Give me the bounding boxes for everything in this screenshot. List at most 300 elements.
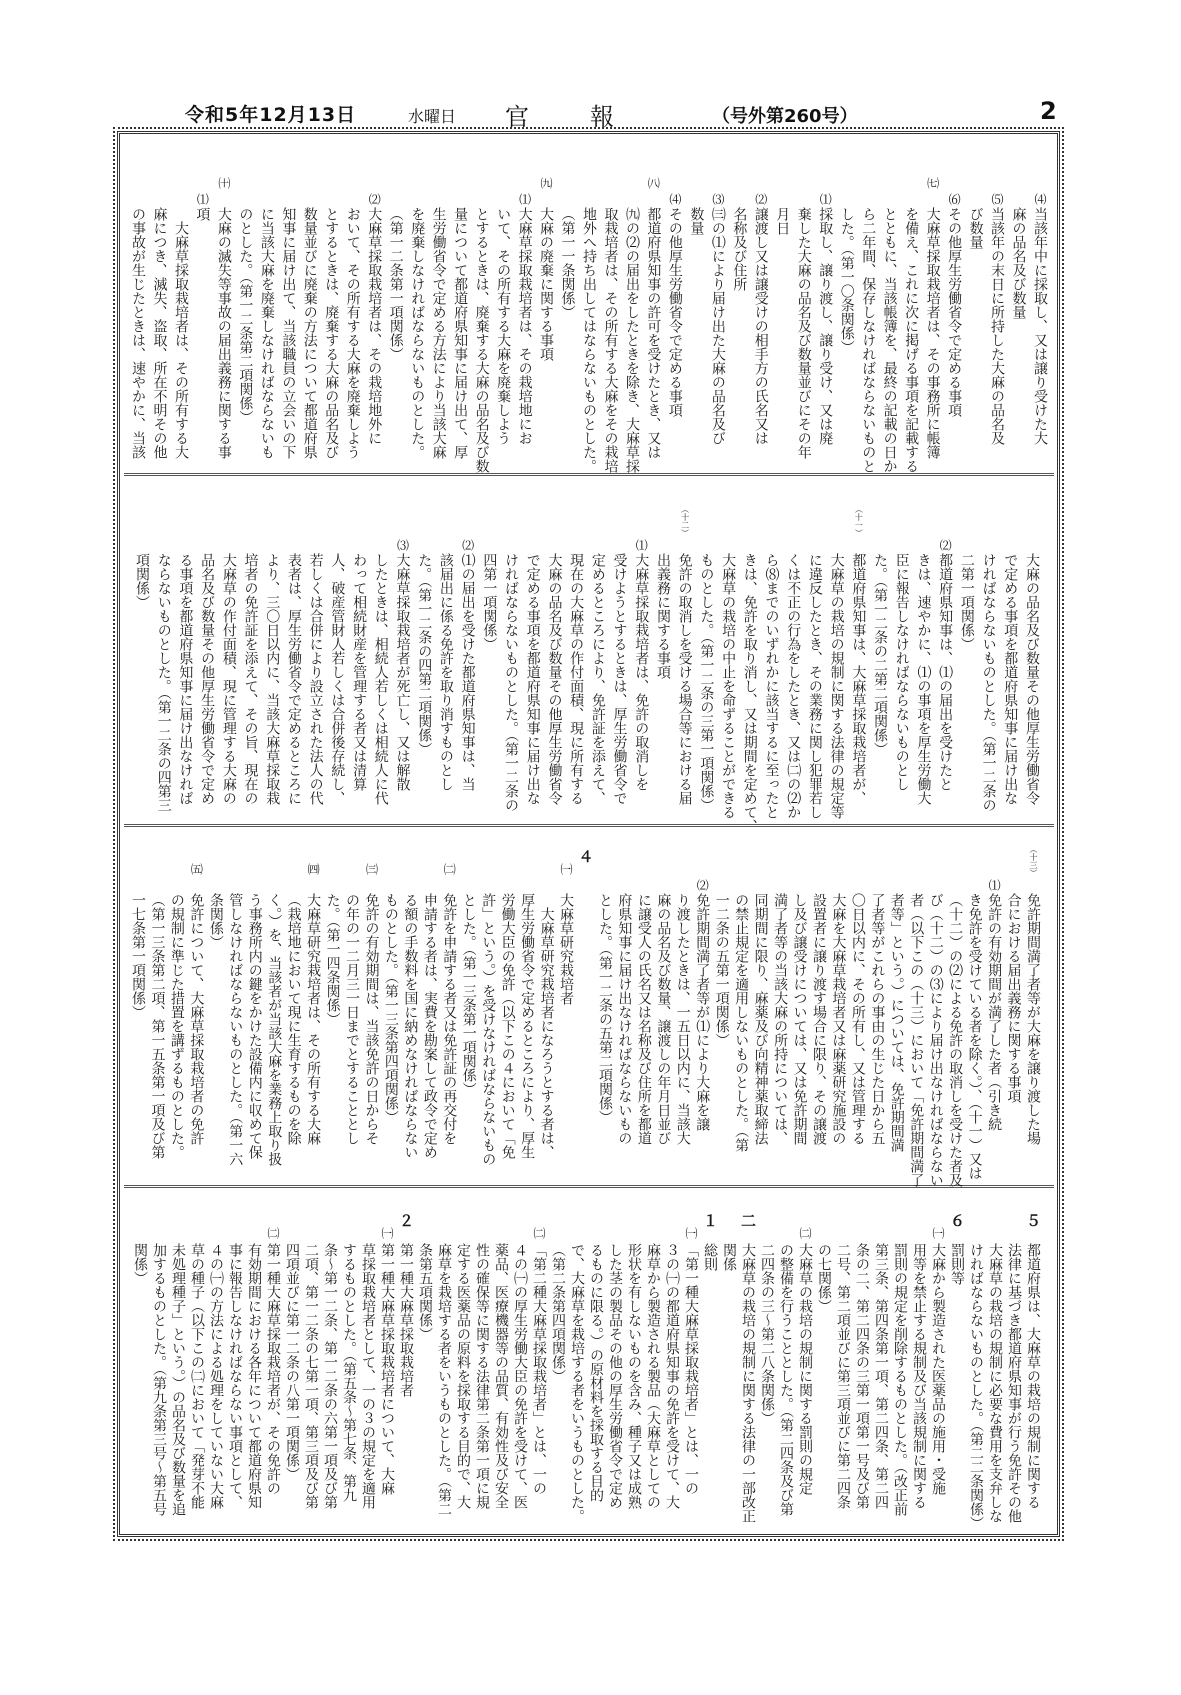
column-text: 大麻草採取栽培者は、その栽培地外に [366, 207, 383, 445]
text-column [280, 207, 296, 459]
column-text: 条第五項関係） [417, 1243, 433, 1341]
column-text: 免許期間満了者等が大麻を譲り渡した場 [1025, 893, 1041, 1145]
text-column [550, 1243, 566, 1383]
text-column [860, 207, 876, 473]
text-column [474, 207, 490, 473]
column-text: の整備を行うこととした。（第二四条及び第 [778, 1243, 794, 1516]
column-text: ければならないものとした。（第二二条関係） [968, 1243, 984, 1530]
text-column [344, 893, 360, 1145]
column-text: 条の二、第二四条の三第一項第一号及び第 [854, 1243, 870, 1509]
item-number-marker: ⑹ [947, 193, 962, 205]
column-text: 都道府県知事は、大麻草採取栽培者が、 [850, 553, 867, 805]
text-column [664, 1243, 680, 1509]
text-column [360, 1243, 376, 1509]
column-text: の事故が生じたときは、速やかに、当該 [130, 207, 146, 459]
text-column [481, 553, 497, 651]
text-column [286, 553, 302, 805]
column-text: （栽培地において現に生育するものを除 [285, 893, 302, 1145]
item-number-marker: （十一） [854, 505, 864, 537]
column-text: 月日 [774, 207, 791, 235]
item-number-marker: ⑴ [517, 193, 532, 205]
text-column [323, 207, 339, 459]
item-number-marker: ⑵ [695, 879, 710, 891]
text-column [169, 893, 185, 1159]
text-column [796, 207, 812, 459]
text-column [645, 1243, 661, 1509]
gazette-title-2: 報 [590, 103, 614, 131]
text-column [397, 1213, 415, 1397]
text-column [739, 1213, 757, 1523]
text-column [452, 207, 468, 459]
column-text: ければならないものとした。（第一二条の [980, 553, 997, 812]
text-column [246, 1243, 262, 1509]
text-column [987, 1243, 1003, 1523]
column-text: 一二条の五第一項関係） [713, 893, 730, 1047]
text-column [607, 1243, 623, 1509]
text-column [363, 863, 380, 1145]
text-column [911, 1243, 927, 1509]
text-column [1024, 1213, 1042, 1509]
item-number-marker: ⑶ [710, 193, 725, 205]
item-number-marker: ⑵ [460, 539, 475, 551]
text-column [817, 193, 834, 445]
text-column [132, 1243, 148, 1285]
text-column [247, 893, 263, 1159]
column-text: 免許の取消しを受ける場合等における届 [676, 553, 693, 805]
text-column [436, 1243, 452, 1516]
column-text: 草採取栽培者として、一の３の規定を適用 [360, 1243, 376, 1509]
text-column [259, 207, 275, 459]
column-text: 大麻を大麻草栽培者又は麻薬研究施設の [830, 893, 847, 1145]
column-text: きは、速やかに、⑴の事項を厚生労働大 [915, 553, 932, 805]
column-text: 条関係） [207, 893, 224, 949]
text-column [366, 193, 383, 445]
column-text: 免許期間満了者等が⑴により大麻を譲 [694, 893, 711, 1131]
text-column [422, 893, 438, 1159]
text-column [835, 1243, 851, 1509]
item-number-marker: ⑸ [990, 193, 1005, 205]
item-number-marker: ㈡ [442, 863, 457, 875]
text-column [968, 1243, 984, 1530]
text-column [709, 193, 726, 445]
item-number-marker: ５ [1024, 1213, 1042, 1228]
column-text: 大麻草研究栽培者は、その所有する大麻 [305, 893, 322, 1145]
text-column [173, 207, 189, 459]
column-text: の七関係） [816, 1243, 832, 1313]
column-text: 大麻草の作付面積、現に管理する大麻の [220, 553, 237, 805]
text-column [676, 505, 693, 805]
text-column [683, 1227, 699, 1495]
text-column [645, 177, 662, 459]
text-column [130, 207, 146, 459]
column-text: 採取し、譲り渡し、譲り受け、又は廃 [817, 207, 834, 445]
item-number-marker: ⑴ [818, 193, 833, 205]
text-column [266, 893, 282, 1166]
column-text: 「第二種大麻草採取栽培者」とは、一の [531, 1243, 547, 1495]
text-column [597, 893, 613, 1124]
text-column [873, 1243, 889, 1509]
text-column [797, 1227, 813, 1495]
text-column [959, 553, 975, 651]
text-column [500, 893, 516, 1159]
item-number-marker: ⑴ [195, 193, 210, 205]
text-column [188, 863, 205, 1145]
column-text: た。（第一四条関係） [324, 893, 341, 1026]
text-column [341, 1243, 357, 1502]
column-text: した。（第一〇条関係） [838, 207, 855, 354]
text-column [441, 863, 458, 1145]
item-number-marker: ６ [948, 1213, 966, 1228]
column-text: きは、免許を取り消し、又は期間を定めて、 [741, 553, 758, 833]
column-text: き免許を受けている者を除く。）、（十一）又は [966, 893, 983, 1180]
column-text: 一七条第一項関係） [130, 893, 146, 1019]
column-text: るものに限る。）の原材料を採取する目的 [588, 1243, 604, 1502]
text-column [720, 553, 736, 819]
text-column [937, 539, 954, 791]
column-text: の禁止規定を適用しないものとした。（第 [733, 893, 750, 1152]
text-column [854, 1243, 870, 1509]
column-text: 名称及び住所 [731, 207, 748, 291]
column-text: するものとした。（第五条～第七条、第九 [341, 1243, 357, 1502]
column-text: 臣に報告しなければならないものとし [893, 553, 910, 791]
text-column [590, 553, 606, 805]
column-text: 知事に届け出て、当該職員の立会いの下 [280, 207, 297, 459]
text-column [516, 193, 533, 445]
text-column [379, 1227, 395, 1495]
text-column [383, 893, 399, 1124]
column-text: 定めるところにより、免許証を添えて、 [589, 553, 606, 805]
column-text: 形状を有しないものを含み、種子又は成熟 [626, 1243, 642, 1509]
text-column [480, 893, 496, 1166]
text-column [1011, 207, 1027, 319]
item-number-marker: ⑵ [938, 539, 953, 551]
column-text: 労働大臣の免許（以下この４において「免 [499, 893, 516, 1159]
text-column [624, 207, 640, 473]
column-text: 定する医薬品の原料を採取する目的で、大 [455, 1243, 471, 1509]
column-text: 満了者等の当該大麻の所持については、 [772, 893, 789, 1145]
column-text: に違反したとき、その業務に関し犯罪若し [806, 553, 823, 819]
text-column [811, 893, 827, 1145]
column-text: に当該大麻を廃棄しなければならないも [258, 207, 275, 459]
text-column [872, 553, 888, 756]
text-column [286, 893, 302, 1145]
column-text: 人、破産管財人若しくは合併後存続し、 [329, 553, 346, 805]
text-column [655, 893, 671, 1145]
item-number-marker: ㈠ [931, 1227, 945, 1239]
text-column [753, 893, 769, 1145]
column-text: ３の㈠の都道府県知事の免許を受けて、大 [664, 1243, 680, 1509]
item-number-marker: ４ [576, 849, 595, 864]
text-column [714, 893, 730, 1047]
text-column [569, 1243, 585, 1523]
text-column [633, 539, 650, 791]
text-column [986, 879, 1003, 1131]
column-text: 第一種大麻草採取栽培者について、大麻 [379, 1243, 395, 1495]
column-text: 府県知事に届け出なければならないもの [616, 893, 633, 1145]
text-column [345, 207, 361, 459]
text-column [602, 207, 618, 473]
column-text: 大麻草採取栽培者は、免許の取消しを [633, 553, 650, 791]
column-text: し及び譲受けについては、又は免許期間 [791, 893, 808, 1145]
column-text: ４の㈠の方法による処理をしていない大麻 [208, 1243, 224, 1509]
text-column [1006, 1243, 1022, 1523]
text-column [546, 553, 562, 805]
column-text: 管しなければならないものとした。（第一六 [227, 893, 244, 1166]
column-text: 麻の品名及び数量 [1010, 207, 1027, 319]
column-text: ⑴の届出を受けた都道府県知事は、当 [459, 553, 476, 791]
text-column [892, 1243, 908, 1516]
item-number-marker: （十二） [680, 505, 690, 537]
column-text: 者等」という。）については、免許期間満 [888, 893, 905, 1152]
column-text: 免許について、大麻草採取栽培者の免許 [188, 893, 205, 1145]
item-number-marker: ㈡ [532, 1227, 546, 1239]
text-column [227, 893, 243, 1166]
column-text: 棄した大麻の品名及び数量並びにその年 [795, 207, 812, 459]
column-text: 条～第一二条、第一二条の六第一項及び第 [322, 1243, 338, 1509]
text-column [924, 177, 941, 459]
column-text: 罰則の規定を削除するものとした。（改正前 [892, 1243, 908, 1516]
text-column [416, 553, 432, 756]
text-column [402, 893, 418, 1159]
column-text: び（十二）の⑶により届け出なければならない [927, 893, 944, 1187]
text-column [1002, 553, 1018, 805]
item-number-marker: （十三） [1029, 845, 1038, 877]
item-number-marker: ㈠ [380, 1227, 394, 1239]
text-column [264, 553, 280, 805]
text-column [675, 893, 691, 1145]
column-text: 免許を申請する者又は免許証の再交付を [441, 893, 458, 1145]
column-text: 大麻から製造された医薬品の施用・受施 [930, 1243, 946, 1495]
text-column [850, 893, 866, 1145]
band-divider [124, 473, 1054, 476]
column-text: 受けようとするときは、厚生労働省令で [611, 553, 628, 805]
column-text: ものとした。（第一三条第四項関係） [382, 893, 399, 1124]
item-number-marker: 二 [739, 1213, 757, 1228]
column-text: 数量 [688, 207, 705, 235]
text-column [701, 1213, 719, 1271]
column-text: ならないものとした。（第一二条の四第三 [155, 553, 172, 812]
text-column [149, 893, 165, 1159]
text-column [199, 553, 215, 805]
column-text: 数量並びに廃棄の方法について都道府県 [301, 207, 318, 459]
text-column [503, 553, 519, 812]
column-text: （第一二条第一項関係） [387, 207, 404, 361]
column-text: 大麻の滅失等事故の届出義務に関する事 [215, 207, 232, 459]
text-column [915, 553, 931, 805]
text-column [839, 207, 855, 354]
column-text: 項関係） [134, 553, 150, 609]
text-column [461, 893, 477, 1096]
column-text: とするときは、廃棄する大麻の品名及び [323, 207, 340, 459]
item-number-marker: ⑵ [753, 193, 768, 205]
column-text: 同期間に限り、麻薬及び向精神薬取締法 [752, 893, 769, 1145]
text-column [989, 193, 1006, 445]
column-text: 免許の有効期間が満了した者（引き続 [986, 893, 1003, 1131]
column-text: た。（第一二条の二第二項関係） [872, 553, 889, 756]
text-column [538, 177, 555, 361]
column-text: 大麻草研究栽培者になろうとする者は、 [538, 893, 555, 1159]
text-column [721, 1243, 737, 1271]
column-text: （十二）の⑵による免許の取消しを受けた者及 [947, 893, 964, 1187]
text-column [373, 553, 389, 805]
column-text: した茎の製品その他の厚生労働省令で定め [607, 1243, 623, 1509]
column-text: ければならないものとした。（第一二条の [503, 553, 520, 812]
text-column [208, 1243, 224, 1509]
column-text: う事務所内の鍵をかけた設備内に収めて保 [246, 893, 263, 1159]
text-column [189, 1243, 205, 1509]
column-text: 大麻草採取栽培者は、その所有する大 [172, 207, 189, 459]
column-text: 第一種大麻草採取栽培者 [398, 1243, 414, 1397]
text-column [581, 207, 597, 473]
column-text: ㈨の⑵の届出をしたときを除き、大麻草採 [623, 207, 640, 473]
column-text: 麻の品名及び数量、譲渡しの年月日並び [655, 893, 672, 1145]
text-column [889, 893, 905, 1152]
text-column [194, 193, 211, 221]
column-text: 大麻草の栽培の規制に関する罰則の規定 [797, 1243, 813, 1495]
item-number-marker: ㈩ [216, 177, 231, 189]
issue-date: 令和5年12月13日 [185, 104, 357, 126]
column-text: 四第一項関係） [481, 553, 498, 651]
text-column [284, 1243, 300, 1481]
item-number-marker: ㈡ [798, 1227, 812, 1239]
text-column [455, 1243, 471, 1509]
item-number-marker: ２ [397, 1213, 415, 1228]
column-text: 了者等がこれらの事由の生じた日から五 [869, 893, 886, 1145]
column-text: とするときは、廃棄する大麻の品名及び数 [473, 207, 490, 473]
column-text: より、三〇日以内に、当該大麻草採取栽 [264, 553, 281, 805]
page-number: 2 [1040, 97, 1057, 125]
column-text: 麻草から製造される製品（大麻草としての [645, 1243, 661, 1509]
column-text: とともに、当該帳簿を、最終の記載の日か [881, 207, 898, 473]
column-text: とした。（第一二条の五第二項関係） [596, 893, 613, 1124]
text-column [237, 207, 253, 424]
text-column [227, 1243, 243, 1509]
column-text: ものとした。（第一二条の三第一項関係） [698, 553, 715, 812]
column-text: 草の種子（以下この㈡において「発芽不能 [189, 1243, 205, 1509]
text-column [302, 207, 318, 459]
text-column [785, 553, 801, 819]
text-column [568, 553, 584, 805]
item-number-marker: ⑶ [395, 539, 410, 551]
column-text: 二号、第二項並びに第三項並びに第二四条 [835, 1243, 851, 1509]
column-text: 大麻草の栽培の規制に必要な費用を支弁しな [987, 1243, 1003, 1523]
text-column [325, 893, 341, 1026]
text-column [1024, 553, 1040, 805]
column-text: で定める事項を都道府県知事に届け出な [524, 553, 541, 805]
column-text: 二四条の三～第二八条関係） [759, 1243, 775, 1425]
column-text: 大麻草の栽培の中止を命ずることができる [720, 553, 737, 819]
text-column [177, 553, 193, 805]
text-column [512, 1243, 528, 1509]
item-number-marker: ⑷ [667, 193, 682, 205]
column-text: 地外へ持ち出してはならないものとした。 [581, 207, 597, 473]
column-text: 麻につき、滅失、盗取、所在不明その他 [151, 207, 168, 459]
item-number-marker: ㈢ [364, 863, 379, 875]
item-number-marker: ㈠ [684, 1227, 698, 1239]
text-column [731, 207, 747, 291]
text-column [474, 1243, 490, 1509]
text-column [772, 893, 788, 1145]
text-column [156, 553, 172, 812]
item-number-marker: ⑴ [987, 879, 1002, 891]
column-text: 大麻草採取栽培者が死亡し、又は解散 [394, 553, 411, 791]
text-column [531, 1227, 547, 1495]
text-column [752, 193, 769, 445]
column-text: 出義務に関する事項 [654, 553, 671, 679]
column-text: （第一一条関係） [559, 207, 576, 319]
text-column [558, 863, 575, 1005]
text-column [1032, 193, 1048, 445]
text-column [151, 1243, 167, 1516]
column-text: 大麻草の栽培の規制に関する法律の一部改正 [740, 1243, 756, 1523]
column-text: 第一種大麻草採取栽培者が、その免許の [265, 1243, 281, 1495]
column-text: た。（第一二条の四第二項関係） [416, 553, 433, 756]
text-column [830, 893, 846, 1145]
column-text: （第二条第四項関係） [550, 1243, 566, 1383]
weekday: 水曜日 [408, 107, 457, 126]
item-number-marker: ㈡ [266, 1227, 280, 1239]
text-column [626, 1243, 642, 1509]
text-column [666, 193, 683, 417]
column-text: 都道府県知事の許可を受けたとき、又は [645, 207, 662, 459]
text-column [560, 207, 576, 319]
text-column [539, 893, 555, 1159]
text-column [351, 553, 367, 791]
column-text: 薬品、医療機器等の品質、有効性及び安全 [493, 1243, 509, 1509]
column-text: 設置者に譲り渡す場合に限り、その譲渡 [810, 893, 827, 1145]
text-column [431, 207, 447, 459]
column-text: くは不正の行為をしたとき、又は㈡の⑵か [785, 553, 802, 819]
text-column [612, 553, 628, 805]
column-text: を廃棄しなければならないものとした。 [409, 207, 426, 459]
column-text: 有効期間における各年について都道府県知 [246, 1243, 262, 1509]
text-column [930, 1227, 946, 1495]
column-text: ４の㈠の厚生労働大臣の免許を受けて、医 [512, 1243, 528, 1509]
item-number-marker: ⑵ [367, 193, 382, 205]
text-column [322, 1243, 338, 1509]
text-column [908, 893, 924, 1187]
column-text: 量について都道府県知事に届け出て、厚 [452, 207, 469, 459]
column-text: く。）を、当該者が当該大麻を業務上取り扱 [266, 893, 283, 1166]
column-text: の年の一二月三一日までとすることとし [344, 893, 361, 1145]
text-column [394, 539, 411, 791]
text-column [778, 1243, 794, 1516]
text-column [698, 553, 714, 812]
column-text: 生労働省令で定める方法により当該大麻 [430, 207, 447, 459]
text-column [733, 893, 749, 1152]
text-column [946, 193, 963, 417]
text-column [792, 893, 808, 1145]
item-number-marker: ㈧ [646, 177, 661, 189]
column-text: ら⑻までのいずれかに該当するに至ったと [763, 553, 780, 819]
text-column [948, 1213, 966, 1285]
text-column [417, 1243, 433, 1341]
column-text: その他厚生労働省令で定める事項 [666, 207, 683, 417]
text-column [151, 207, 167, 459]
text-column [303, 1243, 319, 1509]
column-text: ㈢の⑴により届け出た大麻の品名及び [709, 207, 726, 445]
text-column [928, 893, 944, 1187]
text-column [308, 553, 324, 805]
column-text: 免許の有効期間は、当該免許の日からそ [363, 893, 380, 1145]
text-column [493, 1243, 509, 1509]
column-text: 大麻の品名及び数量その他厚生労働省令 [1024, 553, 1040, 805]
text-column [636, 893, 652, 1145]
text-column [616, 893, 632, 1145]
column-text: り渡したときは、一五日以内に、当該大 [674, 893, 691, 1145]
column-text: 現在の大麻草の作付面積、現に所有する [568, 553, 585, 805]
column-text: 大麻草採取栽培者は、その事務所に帳簿 [924, 207, 941, 459]
